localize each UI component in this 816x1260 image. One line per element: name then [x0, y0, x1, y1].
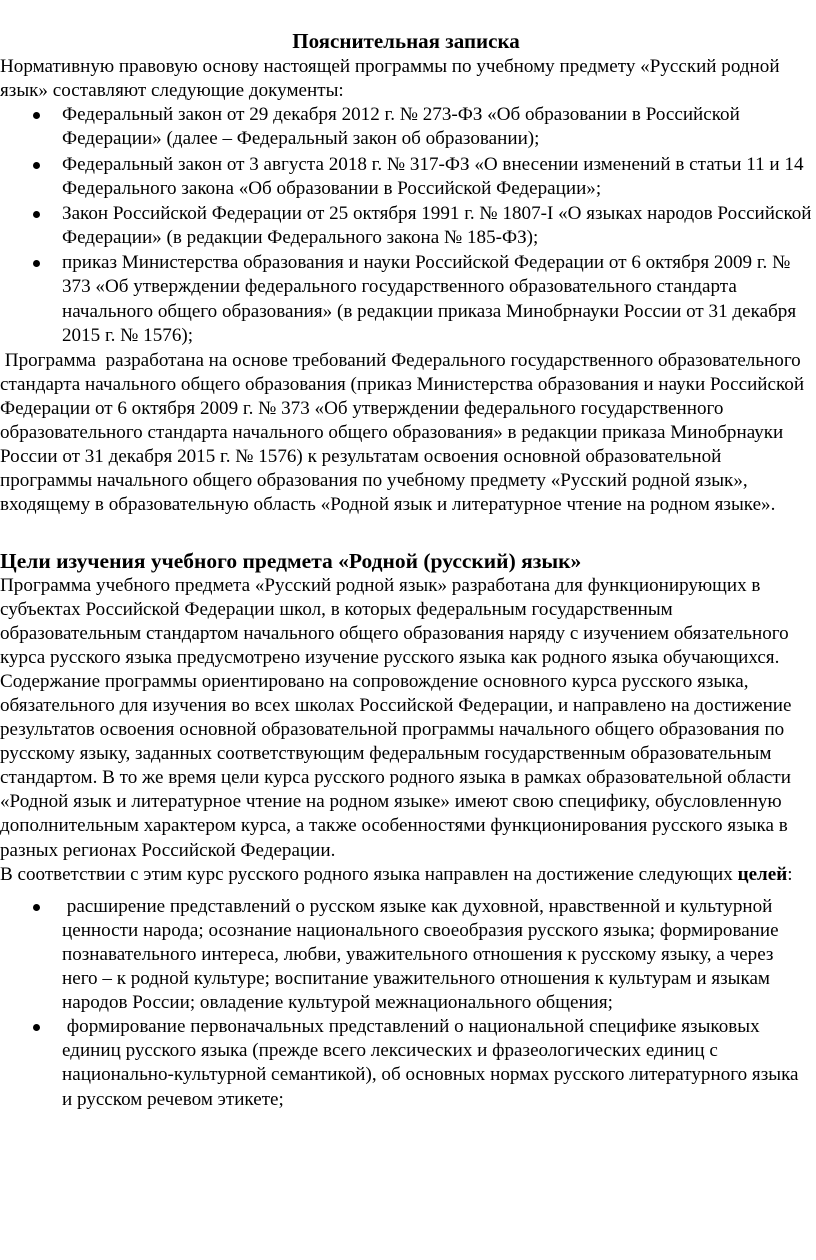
list-item: Федеральный закон от 3 августа 2018 г. № 317-ФЗ «О внесении изменений в статьи 11 и 14 Федерального закона «Об образовании в Российской Федерации»; — [0, 153, 812, 201]
goals-list — [0, 895, 812, 1112]
bullet-icon — [33, 211, 40, 218]
intro-paragraph: Нормативную правовую основу настоящей программы по учебному предмету «Русский родной язык» составляют следующие документы: — [0, 56, 780, 102]
list-item: приказ Министерства образования и науки Российской Федерации от 6 октября 2009 г. № 373 «Об утверждении федерального государственного образовательного стандарта начального общего образования» (в редакции приказа Минобрнауки России от 31 декабря 2015 г. № 1576); — [0, 251, 812, 347]
bullet-icon — [33, 1024, 40, 1031]
bullet-icon — [33, 112, 40, 119]
documents-list — [0, 103, 812, 348]
goals-lead-paragraph: В соответствии с этим курс русского родного языка направлен на достижение следующих целей: — [0, 863, 793, 885]
document-page — [0, 28, 812, 1112]
bullet-icon — [33, 904, 40, 911]
list-item: Закон Российской Федерации от 25 октября 1991 г. № 1807-I «О языках народов Российской Федерации» (в редакции Федерального закона № 185-ФЗ); — [0, 202, 812, 250]
bullet-icon — [33, 260, 40, 267]
goals-paragraph-1: Программа учебного предмета «Русский родной язык» разработана для функционирующих в субъектах Российской Федерации школ, в которых федеральным государственным образовательным стандартом начального общего образования наряду с изучением обязательного курса русского языка предусмотрено изучение русского языка как родного языка обучающихся. — [0, 574, 789, 668]
list-item: Федеральный закон от 29 декабря 2012 г. № 273-ФЗ «Об образовании в Российской Федерации» (далее – Федеральный закон об образовании); — [0, 103, 812, 151]
bullet-icon — [33, 162, 40, 169]
goals-paragraph-2: Содержание программы ориентировано на сопровождение основного курса русского языка, обязательного для изучения во всех школах Российской Федерации, и направлено на достижение результатов освоения основной образовательной программы начального общего образования по русскому языку, заданных соответствующим федеральным государственным образовательным стандартом. В то же время цели курса русского родного языка в рамках образовательной области «Родной язык и литературное чтение на родном языке» имеют свою специфику, обусловленную дополнительным характером курса, а также особенностями функционирования русского языка в разных регионах Российской Федерации. — [0, 670, 792, 861]
document-title: Пояснительная записка — [292, 29, 520, 53]
list-item: расширение представлений о русском языке как духовной, нравственной и культурной ценности народа; осознание национального своеобразия русского языка; формирование познавательного интереса, любви, уважительного отношения к русскому языку, а через него – к родной культуре; воспитание уважительного отношения к культурам и языкам народов России; овладение культурой межнационального общения; — [0, 895, 812, 1015]
goals-heading: Цели изучения учебного предмета «Родной (русский) язык» — [0, 548, 582, 573]
list-item: формирование первоначальных представлений о национальной специфике языковых единиц русского языка (прежде всего лексических и фразеологических единиц с национально-культурной семантикой), об основных нормах русского литературного языка и русском речевом этикете; — [0, 1015, 812, 1111]
program-paragraph: Программа разработана на основе требований Федерального государственного образовательного стандарта начального общего образования (приказ Министерства образования и науки Российской Федерации от 6 октября 2009 г. № 373 «Об утверждении федерального государственного образовательного стандарта начального общего образования» в редакции приказа Минобрнауки России от 31 декабря 2015 г. № 1576) к результатам освоения основной образовательной программы начального общего образования по учебному предмету «Русский родной язык», входящему в образовательную область «Родной язык и литературное чтение на родном языке». — [0, 349, 809, 516]
